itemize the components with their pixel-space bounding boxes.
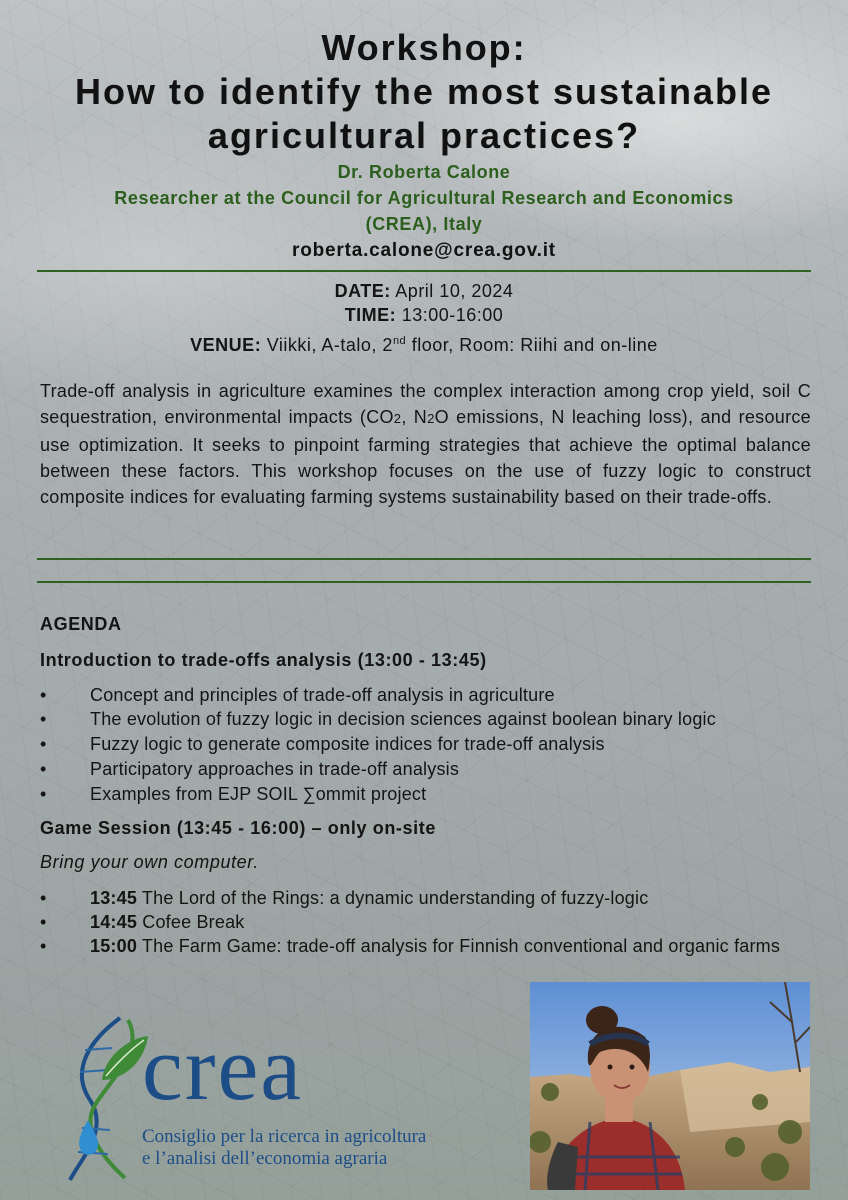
description-part-2: , N [401, 407, 428, 427]
list-item [40, 910, 811, 934]
list-item-text: Examples from EJP SOIL ∑ommit project [90, 784, 427, 804]
title-line-1: Workshop: [321, 27, 527, 68]
list-item-text: Cofee Break [137, 912, 245, 932]
venue-value-a: Viikki, A-talo, 2 [266, 335, 393, 355]
logo-subtitle-2: e l’analisi dell’economia agraria [142, 1148, 388, 1169]
divider-top [37, 270, 811, 272]
list-item [40, 934, 811, 958]
speaker-affiliation-1: Researcher at the Council for Agricultural Research and Economics [114, 188, 734, 208]
title-line-3: agricultural practices? [207, 115, 641, 156]
description-part-3: O emissions, N leaching loss), and resource use optimization. It seeks to pinpoint farming strategies that achieve the optimal balance between these factors. This workshop focuses on the use of fuzzy logic to construct composite indices for evaluating farming systems sustainability based on their trade-offs. [40, 407, 811, 507]
venue-line [0, 328, 848, 358]
divider-middle-1 [37, 558, 811, 560]
venue-sup: nd [392, 335, 407, 347]
crea-logo [50, 1010, 427, 1185]
bullet-icon: • [40, 936, 47, 956]
bullet-icon: • [40, 888, 47, 908]
list-item-text: The evolution of fuzzy logic in decision sciences against boolean binary logic [90, 709, 716, 729]
date-label: DATE: [334, 281, 391, 301]
logo-subtitle-1: Consiglio per la ricerca in agricoltura [142, 1126, 427, 1147]
list-item [40, 708, 716, 730]
list-item [40, 684, 555, 706]
speaker-name: Dr. Roberta Calone [337, 162, 511, 182]
logo-wordmark [142, 1017, 304, 1119]
time-value: 13:00-16:00 [401, 305, 504, 325]
description-part-1: Trade-off analysis in agriculture examines the complex interaction among crop yield, soil C sequestration, environmental impacts (CO [40, 381, 811, 427]
venue-value-b: floor, Room: Riihi and on-line [406, 335, 658, 355]
description-paragraph [40, 378, 811, 510]
agenda-section-2-note: Bring your own computer. [40, 852, 259, 872]
speaker-affiliation-2: (CREA), Italy [365, 214, 483, 234]
list-item-text: The Farm Game: trade-off analysis for Finnish conventional and organic farms [137, 936, 781, 956]
bullet-icon: • [40, 685, 47, 705]
bullet-icon: • [40, 759, 47, 779]
photo-illustration [530, 982, 810, 1190]
agenda-section-1-title: Introduction to trade-offs analysis (13:00 - 13:45) [40, 650, 487, 670]
agenda-heading: AGENDA [40, 614, 122, 634]
logo-name: crea [142, 1017, 304, 1119]
time-line [0, 302, 848, 328]
speaker-photo [530, 982, 810, 1190]
venue-label: VENUE: [190, 335, 262, 355]
list-item-text: Participatory approaches in trade-off analysis [90, 759, 460, 779]
bullet-icon: • [40, 784, 47, 804]
agenda-section-2-title: Game Session (13:45 - 16:00) – only on-site [40, 818, 436, 838]
list-item [40, 758, 459, 780]
description-sub-1: 2 [393, 411, 402, 426]
list-item [40, 886, 811, 910]
list-item-text: Concept and principles of trade-off analysis in agriculture [90, 685, 555, 705]
date-line [0, 278, 848, 304]
bullet-icon: • [40, 912, 47, 932]
title-line-2: How to identify the most sustainable [74, 71, 774, 112]
speaker-email[interactable]: roberta.calone@crea.gov.it [292, 240, 556, 261]
divider-middle-2 [37, 581, 811, 583]
list-item-text: Fuzzy logic to generate composite indices for trade-off analysis [90, 734, 605, 754]
list-item-text: The Lord of the Rings: a dynamic understanding of fuzzy-logic [137, 888, 649, 908]
list-item-time: 15:00 [90, 936, 138, 956]
description-sub-2: 2 [427, 411, 435, 426]
list-item [40, 733, 605, 755]
bullet-icon: • [40, 709, 47, 729]
date-value: April 10, 2024 [395, 281, 514, 301]
list-item [40, 783, 426, 805]
list-item-time: 13:45 [90, 888, 138, 908]
list-item-time: 14:45 [90, 912, 138, 932]
bullet-icon: • [40, 734, 47, 754]
time-label: TIME: [344, 305, 397, 325]
